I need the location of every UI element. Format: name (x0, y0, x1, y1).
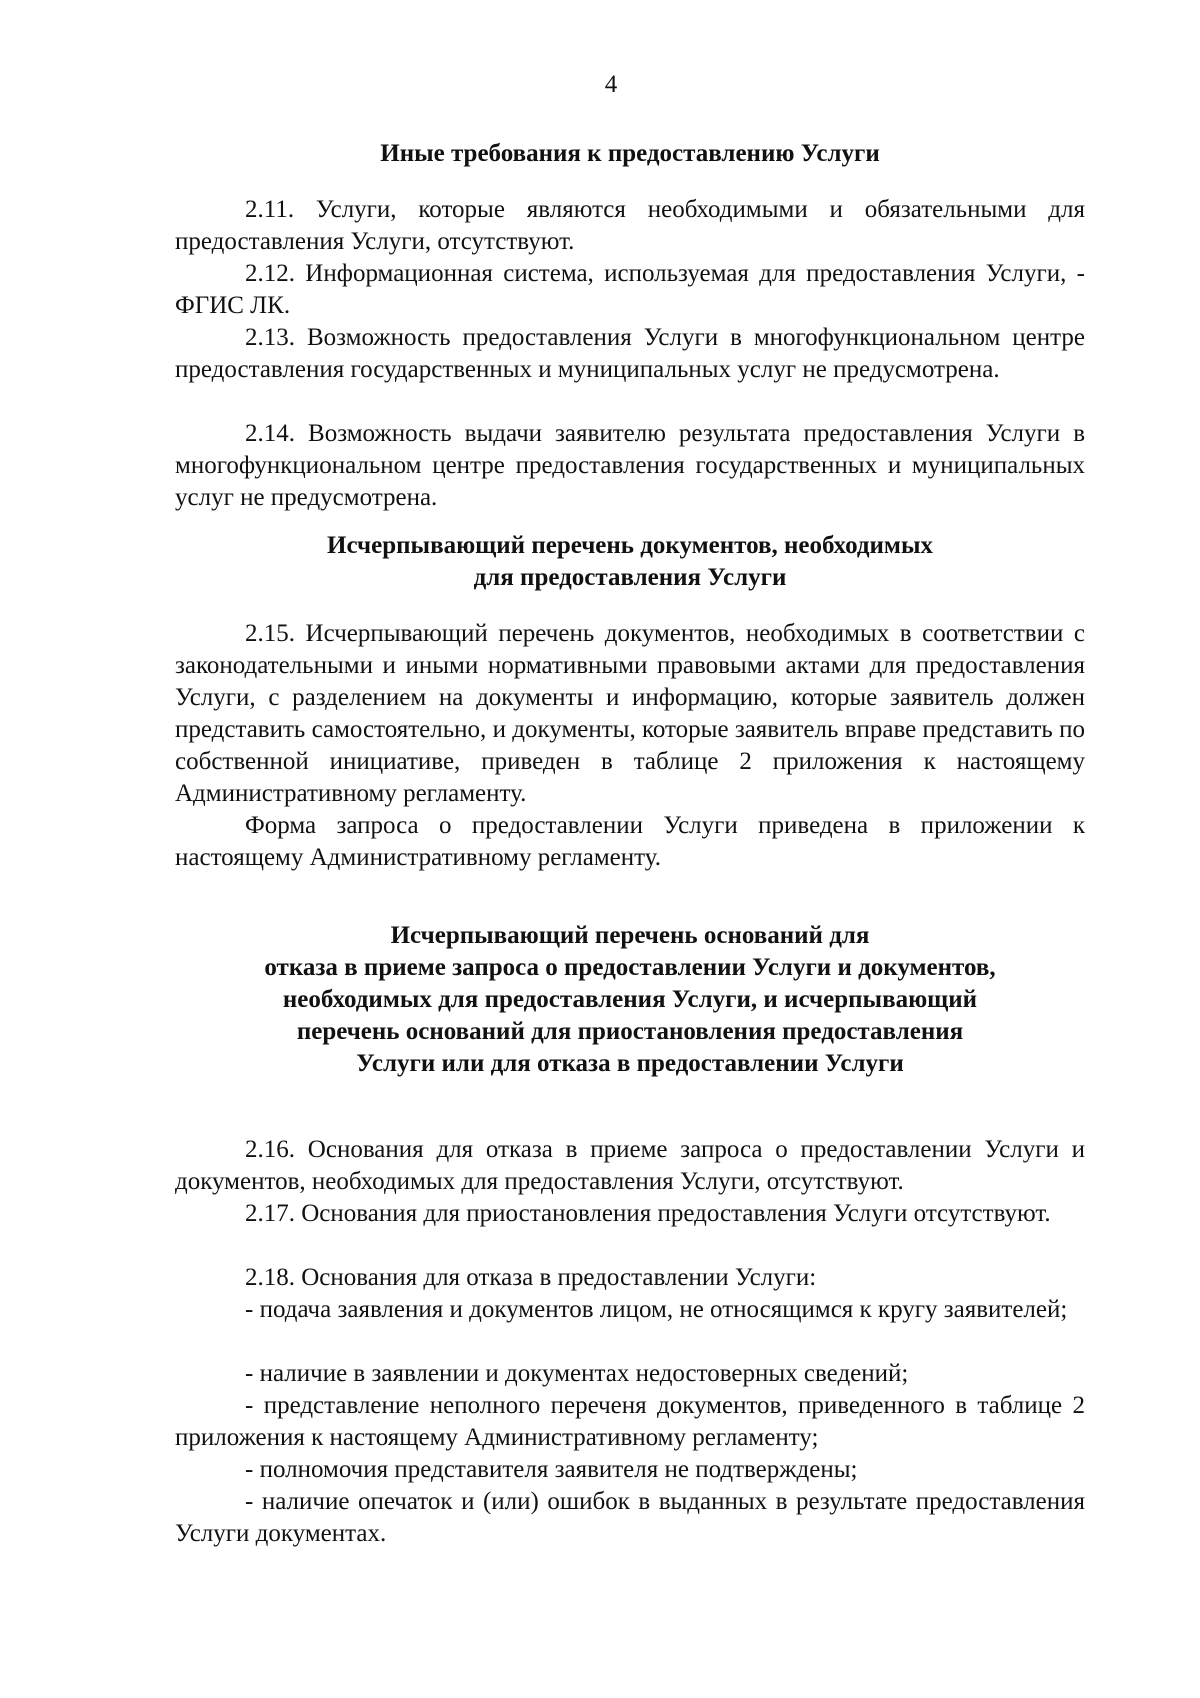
list-item-refusal: - представление неполного переченя документов, приведенного в таблице 2 приложения к настоящему Административному регламенту; (175, 1392, 1085, 1451)
list-item-refusal: - наличие в заявлении и документах недостоверных сведений; (245, 1360, 909, 1387)
list-item-refusal: - наличие опечаток и (или) ошибок в выданных в результате предоставления Услуги документах. (175, 1488, 1085, 1547)
heading-line: Исчерпывающий перечень документов, необходимых (327, 532, 933, 559)
paragraph-2-18: 2.18. Основания для отказа в предоставлении Услуги: (245, 1264, 817, 1291)
paragraph-2-15: 2.15. Исчерпывающий перечень документов, необходимых в соответствии с законодательными и иными нормативными правовыми актами для предоставления Услуги, с разделением на документы и информацию, которые заявитель должен представить самостоятельно, и документы, которые заявитель вправе представить по собственной инициативе, приведен в таблице 2 приложения к настоящему Административному регламенту. (175, 620, 1085, 807)
list-item-refusal: - подача заявления и документов лицом, не относящимся к кругу заявителей; (245, 1296, 1068, 1323)
paragraph-form: Форма запроса о предоставлении Услуги приведена в приложении к настоящему Административному регламенту. (175, 812, 1085, 871)
paragraph-2-11: 2.11. Услуги, которые являются необходимыми и обязательными для предоставления Услуги, отсутствуют. (175, 196, 1085, 255)
heading-line: перечень оснований для приостановления предоставления (296, 1018, 964, 1045)
paragraph-2-16: 2.16. Основания для отказа в приеме запроса о предоставлении Услуги и документов, необходимых для предоставления Услуги, отсутствуют. (175, 1136, 1085, 1195)
paragraph-2-13: 2.13. Возможность предоставления Услуги в многофункциональном центре предоставления государственных и муниципальных услуг не предусмотрена. (175, 324, 1085, 383)
heading-line: Услуги или для отказа в предоставлении Услуги (356, 1050, 904, 1077)
section-heading-documents (155, 530, 1105, 594)
heading-line: для предоставления Услуги (473, 564, 787, 591)
heading-line: отказа в приеме запроса о предоставлении Услуги и документов, (264, 954, 996, 981)
page-number: 4 (604, 71, 618, 98)
list-item-refusal: - полномочия представителя заявителя не подтверждены; (245, 1456, 858, 1483)
heading-line: необходимых для предоставления Услуги, и исчерпывающий (282, 986, 978, 1013)
paragraph-2-17: 2.17. Основания для приостановления предоставления Услуги отсутствуют. (245, 1200, 1051, 1227)
section-heading-other-requirements: Иные требования к предоставлению Услуги (380, 140, 880, 167)
paragraph-2-14: 2.14. Возможность выдачи заявителю результата предоставления Услуги в многофункциональном центре предоставления государственных и муниципальных услуг не предусмотрена. (175, 420, 1085, 511)
heading-line: Исчерпывающий перечень оснований для (390, 922, 870, 949)
section-heading-refusal-grounds (155, 920, 1105, 1080)
paragraph-2-12: 2.12. Информационная система, используемая для предоставления Услуги, - ФГИС ЛК. (175, 260, 1085, 319)
